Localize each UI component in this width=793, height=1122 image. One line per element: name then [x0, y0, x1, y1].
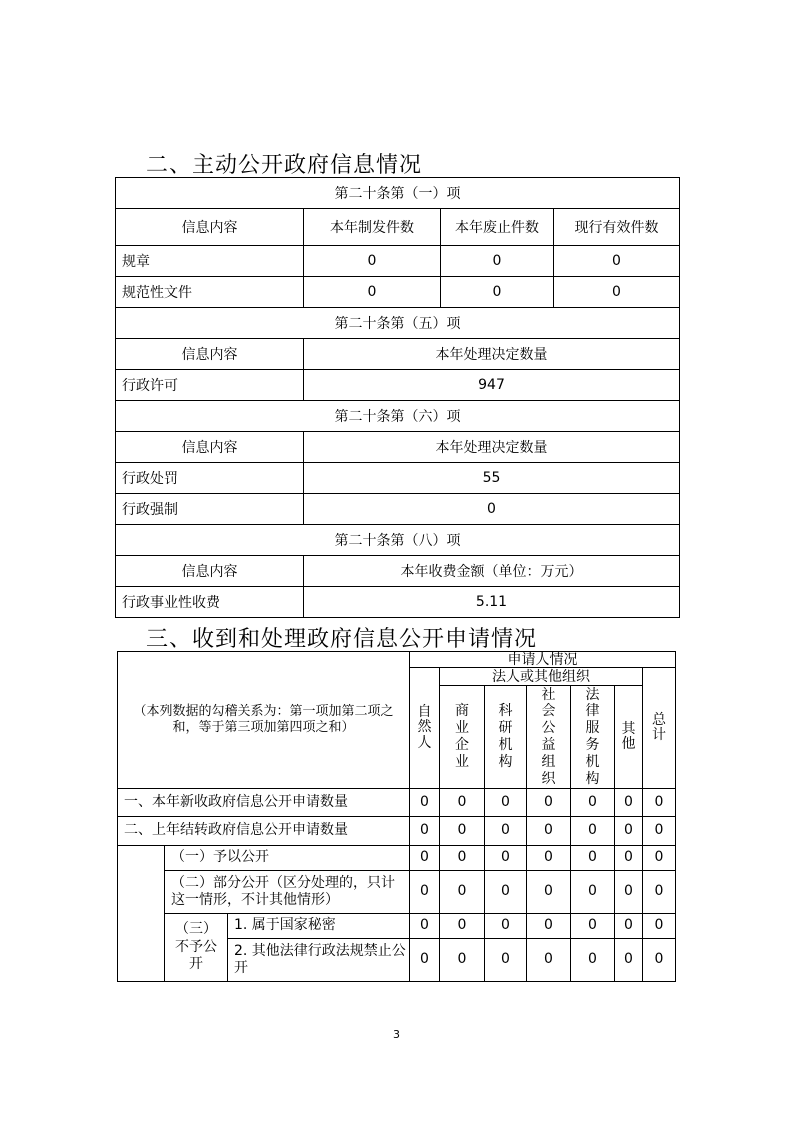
art20-8-title: 第二十条第（八）项 — [116, 525, 680, 556]
table-row — [116, 277, 680, 308]
cell-value: 0 — [485, 914, 527, 939]
table-row — [118, 789, 676, 817]
header-valid-count: 现行有效件数 — [554, 209, 680, 246]
row-label: （二）部分公开（区分处理的，只计这一情形，不计其他情形） — [165, 871, 410, 914]
table-header-row — [118, 652, 676, 668]
row-label: （一）予以公开 — [165, 846, 410, 871]
cell-value: 0 — [643, 914, 676, 939]
cell-value: 0 — [485, 817, 527, 846]
cell-value: 0 — [643, 871, 676, 914]
row-label: 规范性文件 — [116, 277, 304, 308]
cell-value: 0 — [485, 939, 527, 982]
cell-value: 0 — [615, 939, 643, 982]
header-decision-count: 本年处理决定数量 — [304, 432, 680, 463]
group3-outer-cell — [118, 846, 165, 982]
row-label: 2. 其他法律行政法规禁止公开 — [228, 939, 410, 982]
header-fee-amount: 本年收费金额（单位：万元） — [304, 556, 680, 587]
row-label: 行政强制 — [116, 494, 304, 525]
cell-value: 0 — [440, 914, 485, 939]
table-row — [116, 525, 680, 556]
cell-value: 0 — [527, 939, 571, 982]
table-row — [118, 871, 676, 914]
col-natural-person: 自然人 — [410, 668, 440, 789]
header-info-content: 信息内容 — [116, 556, 304, 587]
application-table — [117, 651, 676, 982]
table-header-row — [116, 556, 680, 587]
cell-value: 0 — [410, 789, 440, 817]
table-row — [116, 401, 680, 432]
cell-value: 0 — [527, 871, 571, 914]
cell-value: 0 — [440, 871, 485, 914]
cell-value: 0 — [571, 789, 615, 817]
table-row — [116, 494, 680, 525]
cell-value: 5.11 — [304, 587, 680, 618]
cell-value: 0 — [527, 846, 571, 871]
table-header-row — [116, 432, 680, 463]
col-total: 总计 — [643, 668, 676, 789]
cell-value: 0 — [554, 277, 680, 308]
cell-value: 0 — [410, 817, 440, 846]
proactive-disclosure-table — [115, 177, 680, 618]
row-label: 行政处罚 — [116, 463, 304, 494]
cell-value: 0 — [615, 789, 643, 817]
row-label: 行政事业性收费 — [116, 587, 304, 618]
col-business: 商业企业 — [440, 686, 485, 789]
table-header-row — [116, 209, 680, 246]
cell-value: 0 — [571, 914, 615, 939]
cell-value: 0 — [485, 871, 527, 914]
table-row — [116, 587, 680, 618]
org-header: 法人或其他组织 — [440, 668, 643, 686]
cell-value: 0 — [440, 817, 485, 846]
cell-value: 0 — [410, 871, 440, 914]
cell-value: 0 — [410, 914, 440, 939]
cell-value: 0 — [643, 789, 676, 817]
table-header-row — [116, 339, 680, 370]
table-row — [116, 178, 680, 209]
cell-value: 0 — [527, 817, 571, 846]
cell-value: 55 — [304, 463, 680, 494]
table-row — [116, 370, 680, 401]
cell-value: 0 — [440, 789, 485, 817]
table-row — [116, 463, 680, 494]
cell-value: 0 — [304, 246, 441, 277]
row-label: 二、上年结转政府信息公开申请数量 — [118, 817, 410, 846]
cell-value: 0 — [527, 914, 571, 939]
cell-value: 0 — [304, 494, 680, 525]
cell-value: 0 — [441, 246, 554, 277]
cell-value: 0 — [485, 846, 527, 871]
col-other: 其他 — [615, 686, 643, 789]
cell-value: 0 — [615, 871, 643, 914]
col-public-welfare: 社会公益组织 — [527, 686, 571, 789]
cell-value: 0 — [410, 846, 440, 871]
art20-6-title: 第二十条第（六）项 — [116, 401, 680, 432]
section3-heading: 三、收到和处理政府信息公开申请情况 — [146, 627, 538, 652]
col-legal-service: 法律服务机构 — [571, 686, 615, 789]
row-label: 行政许可 — [116, 370, 304, 401]
cell-value: 0 — [643, 846, 676, 871]
table-row — [118, 817, 676, 846]
table-row — [116, 246, 680, 277]
applicant-header: 申请人情况 — [410, 652, 676, 668]
cell-value: 0 — [615, 914, 643, 939]
header-info-content: 信息内容 — [116, 339, 304, 370]
row-label: 规章 — [116, 246, 304, 277]
cell-value: 947 — [304, 370, 680, 401]
header-info-content: 信息内容 — [116, 432, 304, 463]
group3-label: （三）不予公开 — [165, 914, 228, 982]
cell-value: 0 — [643, 939, 676, 982]
cell-value: 0 — [485, 789, 527, 817]
page-number: 3 — [393, 1028, 400, 1041]
cell-value: 0 — [615, 817, 643, 846]
note-cell: （本列数据的勾稽关系为：第一项加第二项之和，等于第三项加第四项之和） — [118, 652, 410, 789]
art20-1-title: 第二十条第（一）项 — [116, 178, 680, 209]
table-row — [116, 308, 680, 339]
cell-value: 0 — [571, 817, 615, 846]
cell-value: 0 — [643, 817, 676, 846]
col-research: 科研机构 — [485, 686, 527, 789]
cell-value: 0 — [571, 871, 615, 914]
table-row — [118, 914, 676, 939]
header-issued-count: 本年制发件数 — [304, 209, 441, 246]
header-info-content: 信息内容 — [116, 209, 304, 246]
cell-value: 0 — [441, 277, 554, 308]
table-row — [118, 846, 676, 871]
section2-heading: 二、主动公开政府信息情况 — [146, 153, 423, 178]
header-decision-count: 本年处理决定数量 — [304, 339, 680, 370]
cell-value: 0 — [440, 939, 485, 982]
cell-value: 0 — [571, 846, 615, 871]
header-repealed-count: 本年废止件数 — [441, 209, 554, 246]
cell-value: 0 — [304, 277, 441, 308]
cell-value: 0 — [615, 846, 643, 871]
row-label: 1. 属于国家秘密 — [228, 914, 410, 939]
row-label: 一、本年新收政府信息公开申请数量 — [118, 789, 410, 817]
cell-value: 0 — [440, 846, 485, 871]
cell-value: 0 — [571, 939, 615, 982]
art20-5-title: 第二十条第（五）项 — [116, 308, 680, 339]
cell-value: 0 — [410, 939, 440, 982]
cell-value: 0 — [527, 789, 571, 817]
cell-value: 0 — [554, 246, 680, 277]
